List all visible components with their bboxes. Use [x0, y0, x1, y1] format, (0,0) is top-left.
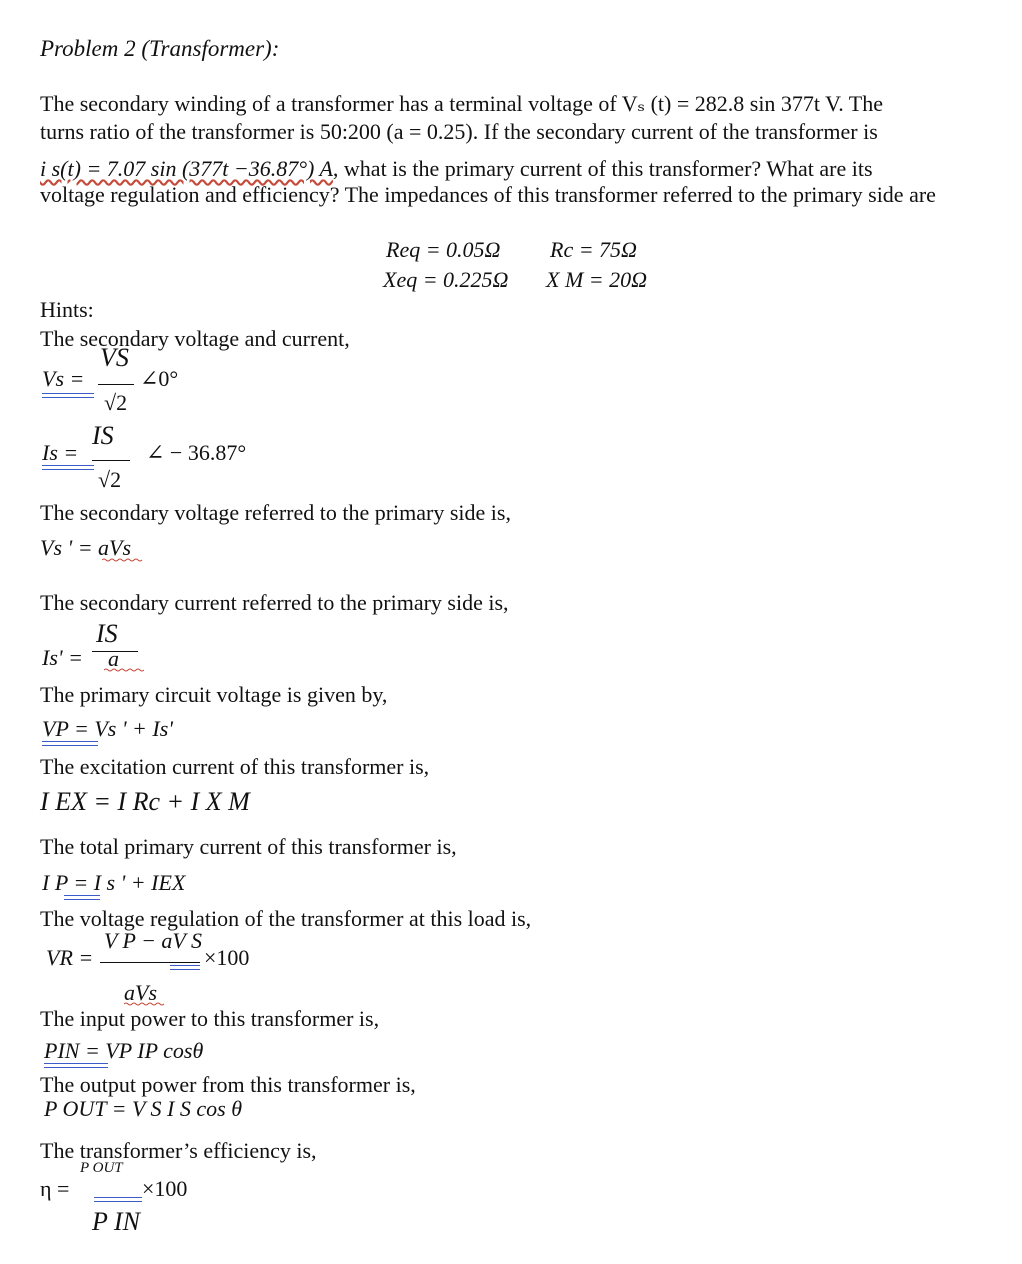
hint-primary-voltage: The primary circuit voltage is given by, — [40, 682, 388, 707]
problem-line-4: voltage regulation and efficiency? The impedances of this transformer referred to the primary side are — [40, 182, 936, 207]
is-prime-denominator: a — [108, 646, 119, 671]
hint-secondary-i-referred: The secondary current referred to the primary side is, — [40, 590, 509, 615]
eta-underline — [94, 1197, 142, 1202]
is-underline — [42, 465, 94, 470]
eta-lhs: η = — [40, 1176, 70, 1201]
xm-value: X M = 20Ω — [546, 267, 648, 292]
hint-efficiency: The transformer’s efficiency is, — [40, 1138, 317, 1163]
iex-equation — [40, 787, 250, 816]
vs-angle: ∠0° — [140, 366, 179, 391]
vr-numerator: V P − aV S — [104, 928, 202, 953]
problem-line-2: turns ratio of the transformer is 50:200 (a = 0.25). If the secondary current of the transformer is — [40, 119, 878, 144]
vs-lhs: Vs = — [42, 366, 85, 391]
hint-total-primary: The total primary current of this transformer is, — [40, 834, 457, 859]
pin-equation: PIN = VP IP cosθ — [44, 1038, 204, 1063]
hint-secondary-vi: The secondary voltage and current, — [40, 326, 350, 351]
is-fraction-bar — [92, 460, 130, 461]
is-prime-numerator: IS — [96, 619, 118, 648]
hint-voltage-regulation: The voltage regulation of the transformer at this load is, — [40, 906, 532, 931]
eta-numerator: P OUT — [80, 1160, 123, 1176]
vp-underline — [42, 741, 98, 746]
is-prime-spellcheck-squiggle — [104, 668, 144, 672]
is-lhs: Is = — [42, 440, 79, 465]
iex-equation-text: I EX = I Rc + I X M — [40, 787, 250, 816]
vr-multiplier: ×100 — [204, 945, 250, 970]
xeq-value: Xeq = 0.225Ω — [383, 267, 509, 292]
req-value: Req = 0.05Ω — [386, 237, 501, 262]
vr-fraction-bar — [100, 962, 200, 963]
vs-numerator: VS — [100, 343, 129, 372]
is-prime-lhs: Is' = — [42, 645, 83, 670]
problem-title: Problem 2 (Transformer): — [40, 36, 280, 61]
pin-underline — [44, 1063, 108, 1068]
hint-secondary-v-referred: The secondary voltage referred to the primary side is, — [40, 500, 511, 525]
vs-prime-equation: Vs ' = aVs — [40, 535, 132, 560]
vr-denominator: aVs — [124, 980, 157, 1005]
vr-lhs: VR = — [46, 945, 94, 970]
vp-equation: VP = Vs ' + Is' — [42, 716, 173, 741]
problem-line-1: The secondary winding of a transformer has a terminal voltage of Vₛ (t) = 282.8 sin 377t V. The — [40, 91, 884, 116]
vs-denominator: √2 — [104, 390, 128, 415]
is-angle: ∠ − 36.87° — [146, 440, 247, 465]
hint-input-power: The input power to this transformer is, — [40, 1006, 380, 1031]
rc-value: Rc = 75Ω — [550, 237, 637, 262]
hint-output-power: The output power from this transformer is, — [40, 1072, 416, 1097]
eta-denominator: P IN — [92, 1207, 140, 1236]
secondary-current-equation: i s(t) = 7.07 sin (377t −36.87°) A — [40, 156, 333, 181]
is-denominator: √2 — [98, 467, 122, 492]
ip-underline — [64, 895, 100, 900]
pout-equation: P OUT = V S I S cos θ — [44, 1096, 242, 1121]
vs-prime-spellcheck-squiggle — [102, 558, 144, 562]
vs-fraction-bar — [98, 384, 134, 385]
problem-line-3 — [40, 156, 873, 182]
is-numerator: IS — [92, 421, 114, 450]
problem-line-3-text: , what is the primary current of this transformer? What are its — [332, 156, 873, 181]
vr-underline — [170, 965, 200, 970]
hints-heading: Hints: — [40, 297, 94, 322]
eta-multiplier: ×100 — [142, 1176, 188, 1201]
hint-excitation: The excitation current of this transformer is, — [40, 754, 430, 779]
vs-underline — [42, 393, 94, 398]
ip-equation: I P = I s ' + IEX — [42, 870, 186, 895]
